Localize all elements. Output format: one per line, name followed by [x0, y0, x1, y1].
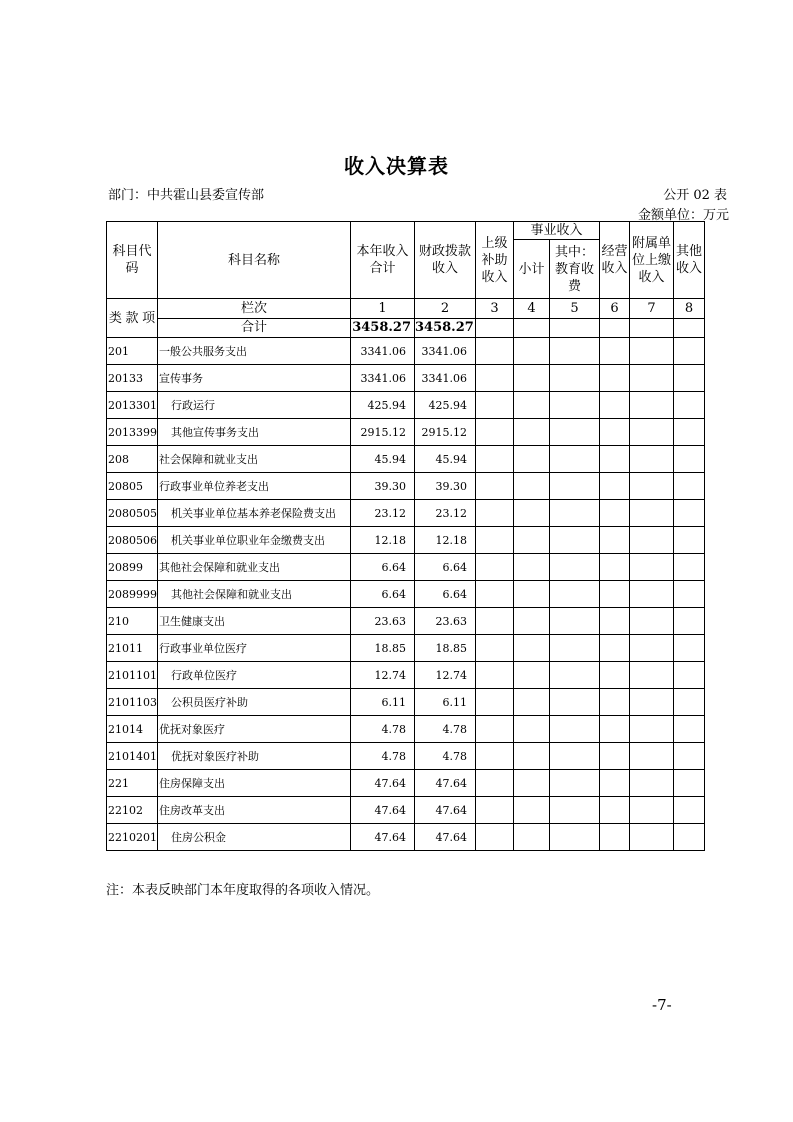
- row-code: 20133: [107, 365, 158, 392]
- total-row: [107, 318, 705, 338]
- row-empty-cell: [630, 770, 674, 797]
- row-fiscal: 47.64: [415, 770, 476, 797]
- row-total-income: 23.63: [351, 608, 415, 635]
- table-row: [107, 662, 705, 689]
- row-empty-cell: [674, 500, 705, 527]
- col-num-1: 1: [351, 299, 415, 319]
- row-empty-cell: [674, 473, 705, 500]
- row-fiscal: 18.85: [415, 635, 476, 662]
- lei-kuan-xiang-cell: [107, 299, 158, 338]
- table-row: [107, 635, 705, 662]
- row-empty-cell: [630, 797, 674, 824]
- col-num-8: 8: [674, 299, 705, 319]
- row-empty-cell: [514, 338, 550, 365]
- row-empty-cell: [476, 797, 514, 824]
- header-kuan: 款: [125, 310, 139, 326]
- row-name: 其他社会保障和就业支出: [158, 581, 351, 608]
- row-code: 201: [107, 338, 158, 365]
- row-empty-cell: [550, 581, 600, 608]
- header-upper-subsidy: 上级补助收入: [476, 222, 514, 299]
- row-empty-cell: [514, 743, 550, 770]
- table-row: [107, 716, 705, 743]
- row-empty-cell: [674, 392, 705, 419]
- row-total-income: 425.94: [351, 392, 415, 419]
- row-fiscal: 4.78: [415, 743, 476, 770]
- row-empty-cell: [550, 824, 600, 851]
- row-fiscal: 6.11: [415, 689, 476, 716]
- row-empty-cell: [600, 662, 630, 689]
- table-row: [107, 500, 705, 527]
- row-empty-cell: [600, 581, 630, 608]
- row-code: 21014: [107, 716, 158, 743]
- header-subtotal: 小计: [514, 240, 550, 299]
- col-num-6: 6: [600, 299, 630, 319]
- row-empty-cell: [674, 608, 705, 635]
- row-empty-cell: [630, 743, 674, 770]
- row-empty-cell: [476, 446, 514, 473]
- table-row: [107, 797, 705, 824]
- row-empty-cell: [550, 419, 600, 446]
- total-fiscal-value: 3458.27: [415, 318, 476, 338]
- row-fiscal: 3341.06: [415, 365, 476, 392]
- row-empty-cell: [674, 365, 705, 392]
- row-empty-cell: [514, 554, 550, 581]
- row-empty-cell: [600, 473, 630, 500]
- row-empty-cell: [476, 338, 514, 365]
- row-total-income: 47.64: [351, 770, 415, 797]
- row-empty-cell: [514, 500, 550, 527]
- row-empty-cell: [514, 770, 550, 797]
- row-empty-cell: [550, 635, 600, 662]
- row-total-income: 3341.06: [351, 338, 415, 365]
- department-label: 部门：中共霍山县委宣传部: [108, 188, 265, 203]
- row-name: 卫生健康支出: [158, 608, 351, 635]
- row-empty-cell: [550, 365, 600, 392]
- row-empty-cell: [514, 446, 550, 473]
- row-name: 行政事业单位养老支出: [158, 473, 351, 500]
- row-empty-cell: [514, 689, 550, 716]
- header-xiang: 项: [142, 310, 156, 326]
- row-total-income: 23.12: [351, 500, 415, 527]
- row-code: 2089999: [107, 581, 158, 608]
- row-name: 其他社会保障和就业支出: [158, 554, 351, 581]
- row-empty-cell: [550, 743, 600, 770]
- row-empty-cell: [476, 716, 514, 743]
- col-num-7: 7: [630, 299, 674, 319]
- row-fiscal: 425.94: [415, 392, 476, 419]
- row-empty-cell: [476, 554, 514, 581]
- row-empty-cell: [476, 527, 514, 554]
- row-empty-cell: [476, 473, 514, 500]
- header-other: 其他收入: [674, 222, 705, 299]
- row-empty-cell: [550, 662, 600, 689]
- row-code: 2080506: [107, 527, 158, 554]
- header-edu-fee: 其中：教育收费: [550, 240, 600, 299]
- row-empty-cell: [550, 500, 600, 527]
- row-empty-cell: [674, 689, 705, 716]
- table-row: [107, 473, 705, 500]
- row-empty-cell: [674, 338, 705, 365]
- row-empty-cell: [630, 716, 674, 743]
- row-empty-cell: [476, 581, 514, 608]
- total-income-value: 3458.27: [351, 318, 415, 338]
- row-empty-cell: [514, 797, 550, 824]
- row-empty-cell: [476, 662, 514, 689]
- row-total-income: 4.78: [351, 716, 415, 743]
- row-total-income: 12.74: [351, 662, 415, 689]
- table-row: [107, 527, 705, 554]
- row-empty-cell: [600, 392, 630, 419]
- row-total-income: 4.78: [351, 743, 415, 770]
- row-empty-cell: [514, 419, 550, 446]
- data-rows: [107, 338, 705, 851]
- header-affiliated: 附属单位上缴收入: [630, 222, 674, 299]
- row-total-income: 6.64: [351, 554, 415, 581]
- row-name: 宣传事务: [158, 365, 351, 392]
- row-code: 2101103: [107, 689, 158, 716]
- row-empty-cell: [600, 716, 630, 743]
- row-empty-cell: [550, 527, 600, 554]
- row-empty-cell: [514, 392, 550, 419]
- row-empty-cell: [674, 797, 705, 824]
- row-empty-cell: [630, 500, 674, 527]
- col-num-5: 5: [550, 299, 600, 319]
- table-row: [107, 743, 705, 770]
- row-empty-cell: [550, 608, 600, 635]
- header-column-order: 栏次: [158, 299, 351, 319]
- row-name: 一般公共服务支出: [158, 338, 351, 365]
- table-row: [107, 689, 705, 716]
- row-empty-cell: [600, 500, 630, 527]
- row-fiscal: 12.74: [415, 662, 476, 689]
- row-empty-cell: [550, 338, 600, 365]
- row-empty-cell: [630, 635, 674, 662]
- row-code: 208: [107, 446, 158, 473]
- row-empty-cell: [600, 419, 630, 446]
- row-empty-cell: [630, 473, 674, 500]
- row-name: 社会保障和就业支出: [158, 446, 351, 473]
- row-empty-cell: [514, 635, 550, 662]
- row-code: 210: [107, 608, 158, 635]
- table-row: [107, 581, 705, 608]
- row-empty-cell: [600, 770, 630, 797]
- row-empty-cell: [550, 689, 600, 716]
- row-empty-cell: [630, 608, 674, 635]
- row-empty-cell: [630, 338, 674, 365]
- row-fiscal: 2915.12: [415, 419, 476, 446]
- row-empty-cell: [550, 446, 600, 473]
- col-num-3: 3: [476, 299, 514, 319]
- header-operating: 经营收入: [600, 222, 630, 299]
- report-title: 收入决算表: [344, 154, 449, 178]
- row-empty-cell: [476, 770, 514, 797]
- row-empty-cell: [550, 770, 600, 797]
- row-empty-cell: [630, 365, 674, 392]
- row-empty-cell: [674, 527, 705, 554]
- row-empty-cell: [550, 554, 600, 581]
- total-label: 合计: [158, 318, 351, 338]
- row-empty-cell: [514, 581, 550, 608]
- row-empty-cell: [630, 527, 674, 554]
- row-empty-cell: [600, 338, 630, 365]
- row-fiscal: 12.18: [415, 527, 476, 554]
- row-empty-cell: [514, 716, 550, 743]
- header-code: 科目代码: [107, 222, 158, 299]
- row-name: 行政运行: [158, 392, 351, 419]
- row-fiscal: 6.64: [415, 581, 476, 608]
- row-empty-cell: [476, 608, 514, 635]
- row-empty-cell: [674, 581, 705, 608]
- row-name: 公积员医疗补助: [158, 689, 351, 716]
- row-empty-cell: [630, 392, 674, 419]
- row-name: 行政事业单位医疗: [158, 635, 351, 662]
- row-code: 21011: [107, 635, 158, 662]
- row-empty-cell: [600, 554, 630, 581]
- row-name: 机关事业单位基本养老保险费支出: [158, 500, 351, 527]
- row-empty-cell: [600, 635, 630, 662]
- row-empty-cell: [514, 662, 550, 689]
- row-total-income: 47.64: [351, 824, 415, 851]
- row-code: 20805: [107, 473, 158, 500]
- table-row: [107, 446, 705, 473]
- table-row: [107, 365, 705, 392]
- row-code: 2080505: [107, 500, 158, 527]
- row-fiscal: 23.12: [415, 500, 476, 527]
- row-empty-cell: [476, 635, 514, 662]
- row-fiscal: 45.94: [415, 446, 476, 473]
- row-empty-cell: [630, 581, 674, 608]
- row-code: 221: [107, 770, 158, 797]
- row-code: 2101101: [107, 662, 158, 689]
- row-total-income: 12.18: [351, 527, 415, 554]
- row-total-income: 6.11: [351, 689, 415, 716]
- row-empty-cell: [550, 716, 600, 743]
- column-order-row: [107, 299, 705, 319]
- amount-unit: 金额单位：万元: [637, 208, 729, 223]
- row-total-income: 3341.06: [351, 365, 415, 392]
- table-row: [107, 824, 705, 851]
- table-row: [107, 554, 705, 581]
- row-name: 优抚对象医疗: [158, 716, 351, 743]
- row-name: 住房公积金: [158, 824, 351, 851]
- row-code: 2013399: [107, 419, 158, 446]
- row-fiscal: 23.63: [415, 608, 476, 635]
- row-total-income: 47.64: [351, 797, 415, 824]
- row-fiscal: 39.30: [415, 473, 476, 500]
- row-empty-cell: [476, 392, 514, 419]
- row-empty-cell: [674, 824, 705, 851]
- row-empty-cell: [674, 716, 705, 743]
- header-row-1: [107, 222, 705, 240]
- row-fiscal: 3341.06: [415, 338, 476, 365]
- row-empty-cell: [674, 770, 705, 797]
- row-empty-cell: [630, 689, 674, 716]
- row-empty-cell: [550, 797, 600, 824]
- row-empty-cell: [550, 473, 600, 500]
- row-empty-cell: [600, 824, 630, 851]
- row-empty-cell: [514, 365, 550, 392]
- header-fiscal: 财政拨款收入: [415, 222, 476, 299]
- row-total-income: 39.30: [351, 473, 415, 500]
- row-empty-cell: [514, 608, 550, 635]
- row-empty-cell: [476, 743, 514, 770]
- row-name: 行政单位医疗: [158, 662, 351, 689]
- row-code: 2210201: [107, 824, 158, 851]
- row-fiscal: 47.64: [415, 824, 476, 851]
- row-empty-cell: [476, 365, 514, 392]
- row-empty-cell: [630, 662, 674, 689]
- row-empty-cell: [514, 527, 550, 554]
- row-empty-cell: [600, 797, 630, 824]
- row-empty-cell: [600, 608, 630, 635]
- row-empty-cell: [674, 419, 705, 446]
- form-number: 公开 02 表: [663, 188, 727, 203]
- row-fiscal: 6.64: [415, 554, 476, 581]
- col-num-4: 4: [514, 299, 550, 319]
- row-code: 2101401: [107, 743, 158, 770]
- row-total-income: 45.94: [351, 446, 415, 473]
- row-empty-cell: [630, 446, 674, 473]
- table-row: [107, 770, 705, 797]
- header-lei: 类: [108, 310, 122, 326]
- row-empty-cell: [630, 554, 674, 581]
- row-empty-cell: [674, 446, 705, 473]
- page-number: -7-: [652, 996, 672, 1014]
- row-name: 住房改革支出: [158, 797, 351, 824]
- row-fiscal: 4.78: [415, 716, 476, 743]
- row-empty-cell: [674, 554, 705, 581]
- row-total-income: 6.64: [351, 581, 415, 608]
- table-row: [107, 608, 705, 635]
- row-empty-cell: [514, 473, 550, 500]
- col-num-2: 2: [415, 299, 476, 319]
- row-total-income: 2915.12: [351, 419, 415, 446]
- row-name: 优抚对象医疗补助: [158, 743, 351, 770]
- row-name: 其他宣传事务支出: [158, 419, 351, 446]
- row-empty-cell: [476, 824, 514, 851]
- row-empty-cell: [600, 689, 630, 716]
- row-empty-cell: [600, 446, 630, 473]
- row-code: 2013301: [107, 392, 158, 419]
- row-empty-cell: [600, 743, 630, 770]
- row-empty-cell: [476, 689, 514, 716]
- row-empty-cell: [514, 824, 550, 851]
- row-empty-cell: [600, 527, 630, 554]
- row-name: 住房保障支出: [158, 770, 351, 797]
- row-fiscal: 47.64: [415, 797, 476, 824]
- header-business-income: 事业收入: [514, 222, 600, 240]
- table-row: [107, 392, 705, 419]
- footnote: 注：本表反映部门本年度取得的各项收入情况。: [106, 883, 380, 898]
- row-empty-cell: [476, 500, 514, 527]
- row-empty-cell: [630, 824, 674, 851]
- row-empty-cell: [674, 662, 705, 689]
- row-code: 22102: [107, 797, 158, 824]
- header-name: 科目名称: [158, 222, 351, 299]
- header-total-income: 本年收入合计: [351, 222, 415, 299]
- table-row: [107, 419, 705, 446]
- row-empty-cell: [674, 743, 705, 770]
- row-empty-cell: [630, 419, 674, 446]
- row-empty-cell: [550, 392, 600, 419]
- table-row: [107, 338, 705, 365]
- row-empty-cell: [674, 635, 705, 662]
- income-table: [106, 221, 705, 851]
- row-total-income: 18.85: [351, 635, 415, 662]
- row-code: 20899: [107, 554, 158, 581]
- row-name: 机关事业单位职业年金缴费支出: [158, 527, 351, 554]
- row-empty-cell: [476, 419, 514, 446]
- row-empty-cell: [600, 365, 630, 392]
